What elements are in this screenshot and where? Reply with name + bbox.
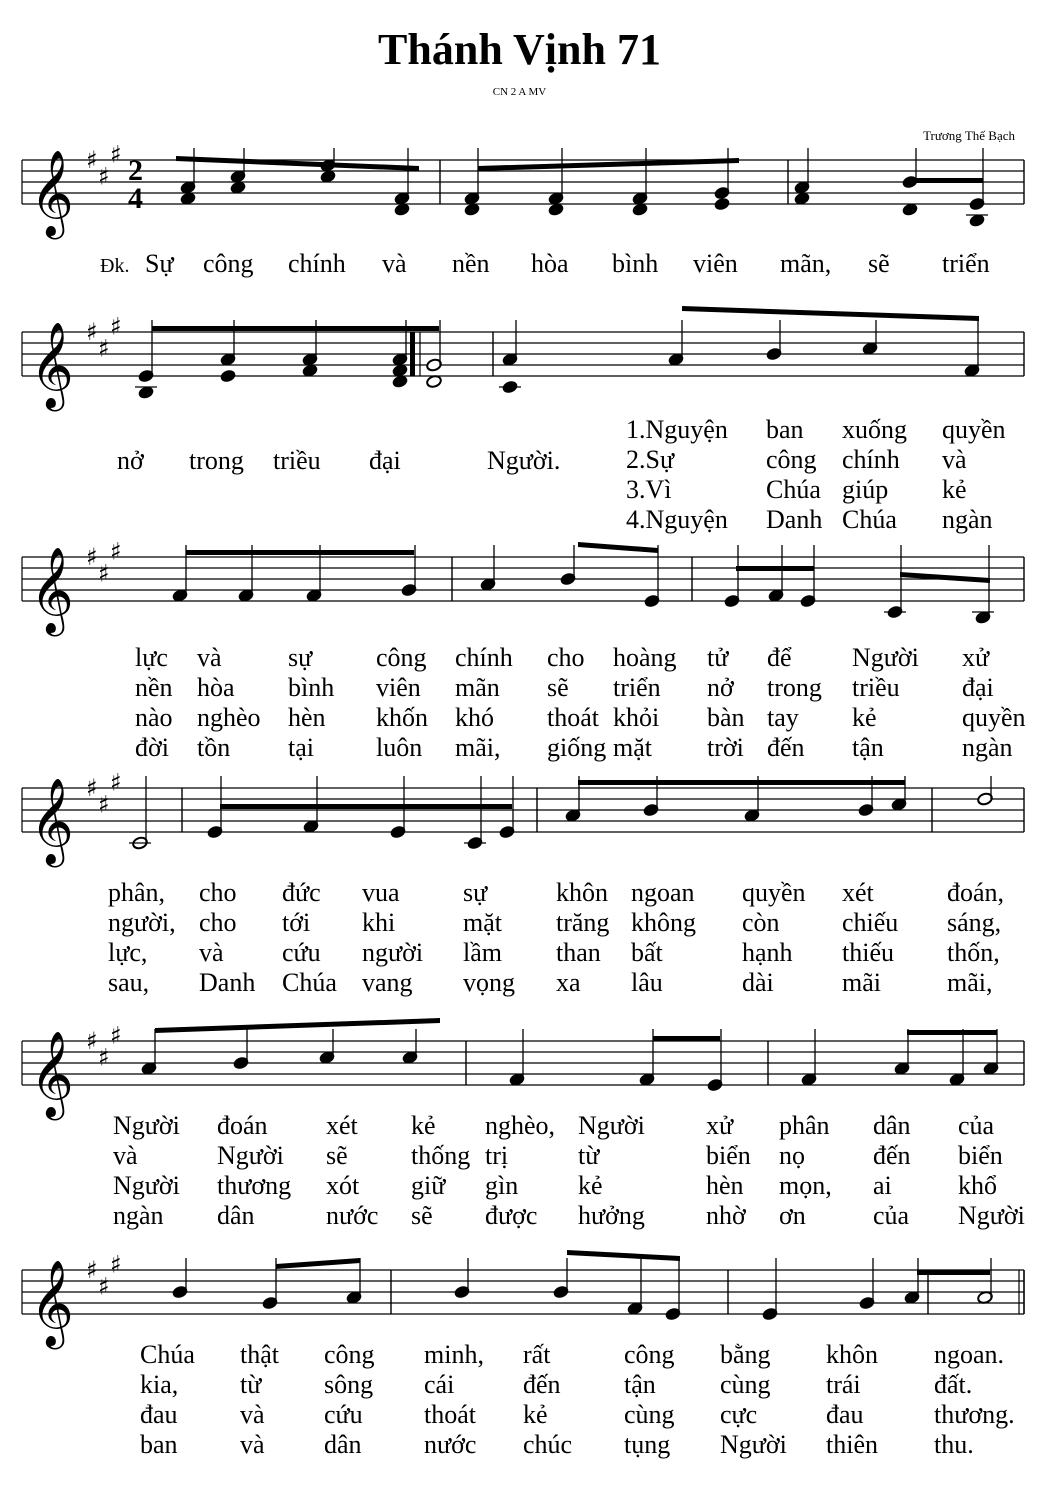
sharp-icon: ♯: [98, 790, 110, 819]
lyric-word: thật: [240, 1340, 279, 1369]
staff-system-5: [22, 1022, 1024, 1122]
lyric-word: mọn,: [779, 1171, 832, 1200]
lyric-word: đời: [135, 733, 169, 762]
lyric-word: của: [873, 1201, 910, 1230]
lyric-word: thiếu: [842, 938, 894, 967]
lyric-word: than: [556, 938, 601, 967]
lyric-word: sự: [288, 643, 313, 672]
lyric-word: cứu: [324, 1400, 363, 1429]
sharp-icon: ♯: [86, 146, 98, 174]
song-title: Thánh Vịnh 71: [378, 25, 661, 74]
lyric-word: viên: [693, 249, 738, 278]
lyric-word: Chúa: [282, 968, 337, 997]
lyric-word: nhờ: [706, 1201, 746, 1230]
sharp-icon: ♯: [110, 1021, 122, 1050]
sharp-icon: ♯: [98, 559, 110, 588]
lyric-word: sau,: [108, 968, 150, 997]
lyric-word: Người.: [487, 446, 561, 475]
lyric-word: đau: [826, 1400, 864, 1429]
sharp-icon: ♯: [98, 1043, 110, 1072]
lyric-word: tay: [767, 703, 799, 732]
lyric-word: kẻ: [852, 703, 877, 732]
lyric-word: nền: [135, 673, 173, 702]
lyric-word: đau: [140, 1400, 178, 1429]
sharp-icon: ♯: [86, 1256, 98, 1284]
lyric-word: nước: [424, 1430, 477, 1459]
lyric-word: tại: [288, 733, 314, 762]
note-beam: [736, 566, 814, 571]
lyric-word: triều: [852, 673, 900, 702]
lyric-word: biển: [706, 1141, 751, 1170]
lyric-word: dân: [324, 1430, 362, 1459]
lyric-word: tới: [282, 908, 311, 937]
lyric-word: sự: [463, 878, 488, 907]
lyric-word: khỏi: [613, 703, 660, 732]
lyric-word: người,: [108, 908, 176, 937]
lyric-word: dân: [873, 1111, 911, 1140]
time-signature-bottom: 4: [128, 182, 143, 215]
verse-intro-word: 2.Sự: [626, 445, 675, 474]
lyric-word: ơn: [779, 1201, 806, 1230]
lyric-word: bàn: [707, 703, 745, 732]
composer-credit: Trương Thế Bạch: [923, 128, 1015, 143]
note-beam: [907, 1030, 997, 1035]
lyric-word: triển: [942, 249, 990, 278]
verse-intro-word: xuống: [842, 415, 907, 444]
lyric-word: cái: [424, 1370, 455, 1399]
lyric-word: tận: [852, 733, 884, 762]
lyric-word: hèn: [706, 1171, 744, 1200]
lyric-word: hèn: [288, 703, 326, 732]
lyric-word: khi: [362, 908, 396, 937]
verse-intro-word: 3.Vì: [626, 475, 672, 504]
lyrics-system-5: [113, 1111, 1025, 1230]
lyric-word: dài: [742, 968, 774, 997]
lyric-word: mãi: [842, 968, 881, 997]
lyric-word: mãi,: [947, 968, 993, 997]
lyric-word: thu.: [934, 1430, 974, 1459]
lyric-word: Người: [113, 1111, 180, 1140]
verse-intro-word: ban: [766, 415, 804, 444]
lyric-word: của: [958, 1111, 995, 1140]
lyric-word: không: [631, 908, 696, 937]
lyric-word: khôn: [826, 1340, 878, 1369]
staff-system-3: [22, 538, 1024, 638]
thick-barline: [410, 332, 415, 376]
lyric-word: Người: [578, 1111, 645, 1140]
treble-clef-icon: 𝄞: [30, 1031, 74, 1117]
lyric-word: cực: [720, 1400, 758, 1429]
note-beam: [186, 550, 414, 555]
sharp-icon: ♯: [110, 537, 122, 566]
verse-intro-word: kẻ: [942, 475, 967, 504]
lyric-word: tụng: [624, 1430, 671, 1459]
lyric-word: đất.: [934, 1370, 973, 1399]
lyric-word: hòa: [531, 249, 569, 278]
staff-system-6: [22, 1251, 1024, 1351]
lyric-word: để: [767, 643, 792, 672]
note-beam: [155, 1018, 440, 1033]
lyric-word: thống: [411, 1141, 471, 1170]
verse-intro-word: giúp: [842, 475, 889, 504]
lyric-word: thiên: [826, 1430, 878, 1459]
lyric-word: ngoan: [631, 878, 695, 907]
treble-clef-icon: 𝄞: [30, 322, 74, 408]
note-head: [220, 369, 237, 383]
lyric-word: sẽ: [547, 673, 569, 702]
verse-intro-word: chính: [842, 445, 900, 474]
verse-intro-word: 4.Nguyện: [626, 505, 728, 534]
lyric-word: kia,: [140, 1370, 179, 1399]
lyric-word: bằng: [720, 1340, 771, 1369]
note-beam: [653, 1036, 720, 1041]
lyric-word: gìn: [485, 1171, 519, 1200]
lyric-word: tử: [707, 643, 729, 672]
lyric-word: đến: [767, 733, 805, 762]
lyrics-system-4: [108, 878, 1004, 997]
lyric-word: nở: [707, 673, 734, 702]
sharp-icon: ♯: [86, 543, 98, 571]
lyrics-system-3: [135, 643, 1026, 762]
lyric-word: kẻ: [578, 1171, 603, 1200]
lyric-word: sẽ: [411, 1201, 433, 1230]
lyric-word: khó: [455, 703, 494, 732]
lyric-word: cho: [199, 878, 237, 907]
lyric-word: luôn: [376, 733, 423, 762]
note-beam: [578, 780, 905, 785]
lyric-word: xử: [962, 643, 990, 672]
lyric-word: nọ: [779, 1141, 805, 1170]
lyric-word: rất: [523, 1340, 551, 1369]
sharp-icon: ♯: [98, 162, 110, 191]
lyric-word: trong: [189, 446, 244, 475]
lyric-word: Danh: [199, 968, 256, 997]
lyric-word: mặt: [463, 908, 502, 937]
treble-clef-icon: 𝄞: [30, 1260, 74, 1346]
treble-clef-icon: 𝄞: [30, 150, 74, 236]
lyric-word: ban: [140, 1430, 178, 1459]
lyric-word: và: [113, 1141, 138, 1170]
lyric-word: thương: [217, 1171, 292, 1200]
lyric-word: triển: [613, 673, 661, 702]
lyric-word: còn: [742, 908, 780, 937]
lyric-word: cứu: [282, 938, 321, 967]
lyric-word: lầm: [463, 938, 502, 967]
lyric-word: dân: [217, 1201, 255, 1230]
lyric-word: thương.: [934, 1400, 1015, 1429]
lyric-word: vua: [362, 878, 400, 907]
lyric-word: nước: [326, 1201, 379, 1230]
lyric-word: bình: [612, 249, 659, 278]
lyric-word: bất: [631, 938, 663, 967]
lyric-word: viên: [376, 673, 421, 702]
lyric-word: sẽ: [868, 249, 890, 278]
lyric-word: người: [362, 938, 424, 967]
lyric-word: công: [324, 1340, 375, 1369]
lyric-word: mặt: [613, 733, 652, 762]
lyric-word: được: [485, 1201, 538, 1230]
time-signature-top: 2: [128, 154, 143, 187]
lyric-word: trị: [485, 1141, 509, 1170]
verse-intro-word: Chúa: [766, 475, 821, 504]
lyric-word: Người: [217, 1141, 284, 1170]
note-beam: [682, 306, 979, 321]
verse-intro-word: ngàn: [942, 505, 993, 534]
note-beam: [578, 542, 658, 553]
staff-system-1: [22, 141, 1024, 241]
lyric-word: quyền: [742, 878, 806, 907]
song-subtitle: CN 2 A MV: [492, 86, 547, 98]
lyric-word: quyền: [962, 703, 1026, 732]
lyric-word: ngoan.: [934, 1340, 1005, 1369]
lyric-word: thốn,: [947, 938, 1000, 967]
lyric-word: phân: [779, 1111, 830, 1140]
lyric-word: ngàn: [962, 733, 1013, 762]
lyric-word: hạnh: [742, 938, 793, 967]
lyric-word: lực: [135, 643, 168, 672]
lyric-word: đoán: [217, 1111, 268, 1140]
lyric-word: khôn: [556, 878, 608, 907]
lyric-word: cùng: [624, 1400, 675, 1429]
lyric-word: thoát: [547, 703, 599, 732]
lyric-word: vang: [362, 968, 413, 997]
lyric-word: khổ: [958, 1171, 997, 1200]
lyric-word: cho: [199, 908, 237, 937]
lyric-word: đại: [962, 673, 994, 702]
treble-clef-icon: 𝄞: [30, 547, 74, 633]
lyric-word: đại: [369, 446, 401, 475]
lyric-word: phân,: [108, 878, 166, 907]
lyric-word: mãi,: [455, 733, 501, 762]
lyric-word: đến: [523, 1370, 561, 1399]
lyric-word: tận: [624, 1370, 656, 1399]
sharp-icon: ♯: [86, 318, 98, 346]
lyric-word: xót: [326, 1171, 360, 1200]
lyric-word: công: [624, 1340, 675, 1369]
lyric-word: xa: [556, 968, 581, 997]
note-beam: [567, 1250, 680, 1261]
lyric-word: Sự: [145, 249, 174, 278]
lyric-word: từ: [240, 1370, 262, 1399]
verse-intro-word: Chúa: [842, 505, 897, 534]
lyric-word: Người: [852, 643, 919, 672]
verse-intro-word: quyền: [942, 415, 1006, 444]
lyric-word: bình: [288, 673, 335, 702]
lyric-word: ngàn: [113, 1201, 164, 1230]
note-beam: [276, 1258, 360, 1269]
lyric-word: chiếu: [842, 908, 899, 937]
lyrics-system-1: [100, 249, 990, 278]
lyric-word: chúc: [523, 1430, 573, 1459]
verse-intro-word: công: [766, 445, 817, 474]
lyric-word: kẻ: [411, 1111, 436, 1140]
lyric-word: giữ: [411, 1171, 446, 1200]
lyric-word: trái: [826, 1370, 861, 1399]
sharp-icon: ♯: [98, 334, 110, 363]
lyric-word: nở: [117, 446, 144, 475]
verse-intro-word: Danh: [766, 505, 823, 534]
lyric-word: minh,: [424, 1340, 484, 1369]
lyric-word: khốn: [376, 703, 428, 732]
lyric-word: và: [382, 249, 407, 278]
lyric-word: nền: [452, 249, 490, 278]
lyric-word: hòa: [197, 673, 235, 702]
lyric-word: xử: [706, 1111, 734, 1140]
lyric-word: lực,: [108, 938, 148, 967]
note-beam: [220, 804, 512, 809]
lyric-word: từ: [578, 1141, 600, 1170]
note-head: [714, 197, 731, 211]
lyric-word: nào: [135, 703, 173, 732]
lyric-word: xét: [842, 878, 874, 907]
note-beam: [917, 1270, 990, 1275]
lyric-word: trăng: [556, 908, 610, 937]
note-beam: [900, 572, 990, 583]
lyric-word: và: [240, 1400, 265, 1429]
lyric-word: đức: [282, 878, 321, 907]
lyric-word: mãn: [455, 673, 500, 702]
lyric-word: nghèo: [197, 703, 261, 732]
sharp-icon: ♯: [98, 1272, 110, 1301]
lyric-word: công: [376, 643, 427, 672]
sharp-icon: ♯: [86, 1027, 98, 1055]
lyric-word: xét: [326, 1111, 358, 1140]
lyric-word: sông: [324, 1370, 374, 1399]
lyric-word: sáng,: [947, 908, 1002, 937]
lyric-word: chính: [288, 249, 346, 278]
lyric-word: Chúa: [140, 1340, 195, 1369]
note-beam: [152, 326, 439, 331]
lyric-word: cùng: [720, 1370, 771, 1399]
sharp-icon: ♯: [110, 140, 122, 169]
lyric-word: giống: [547, 733, 607, 762]
lyric-word: trời: [707, 733, 744, 762]
lyric-word: triều: [273, 446, 321, 475]
lyric-word: và: [197, 643, 222, 672]
lyric-word: kẻ: [523, 1400, 548, 1429]
verse-intro-word: 1.Nguyện: [626, 415, 728, 444]
lyric-word: biển: [958, 1141, 1003, 1170]
lyric-word: hoàng: [613, 643, 677, 672]
lyric-word: và: [240, 1430, 265, 1459]
lyric-word: hưởng: [578, 1201, 645, 1230]
lyrics-system-2: [117, 415, 1006, 534]
lyric-word: Người: [113, 1171, 180, 1200]
note-beam: [914, 178, 983, 183]
lyric-word: công: [203, 249, 254, 278]
lyric-word: cho: [547, 643, 585, 672]
sharp-icon: ♯: [110, 768, 122, 797]
lyric-word: Đk.: [100, 255, 130, 277]
lyric-word: thoát: [424, 1400, 476, 1429]
lyric-word: mãn,: [780, 249, 832, 278]
lyric-word: chính: [455, 643, 513, 672]
lyric-word: trong: [767, 673, 822, 702]
lyric-word: ai: [873, 1171, 892, 1200]
lyric-word: đoán,: [947, 878, 1005, 907]
lyric-word: vọng: [463, 968, 515, 997]
lyric-word: lâu: [631, 968, 663, 997]
lyric-word: Người: [958, 1201, 1025, 1230]
sharp-icon: ♯: [86, 774, 98, 802]
lyric-word: sẽ: [326, 1141, 348, 1170]
lyric-word: và: [199, 938, 224, 967]
sharp-icon: ♯: [110, 1250, 122, 1279]
lyric-word: đến: [873, 1141, 911, 1170]
lyric-word: nghèo,: [485, 1111, 556, 1140]
treble-clef-icon: 𝄞: [30, 778, 74, 864]
note-beam: [176, 156, 419, 171]
lyric-word: Người: [720, 1430, 787, 1459]
verse-intro-word: và: [942, 445, 967, 474]
lyric-word: tồn: [197, 733, 231, 762]
lyrics-system-6: [140, 1340, 1015, 1459]
sharp-icon: ♯: [110, 312, 122, 341]
